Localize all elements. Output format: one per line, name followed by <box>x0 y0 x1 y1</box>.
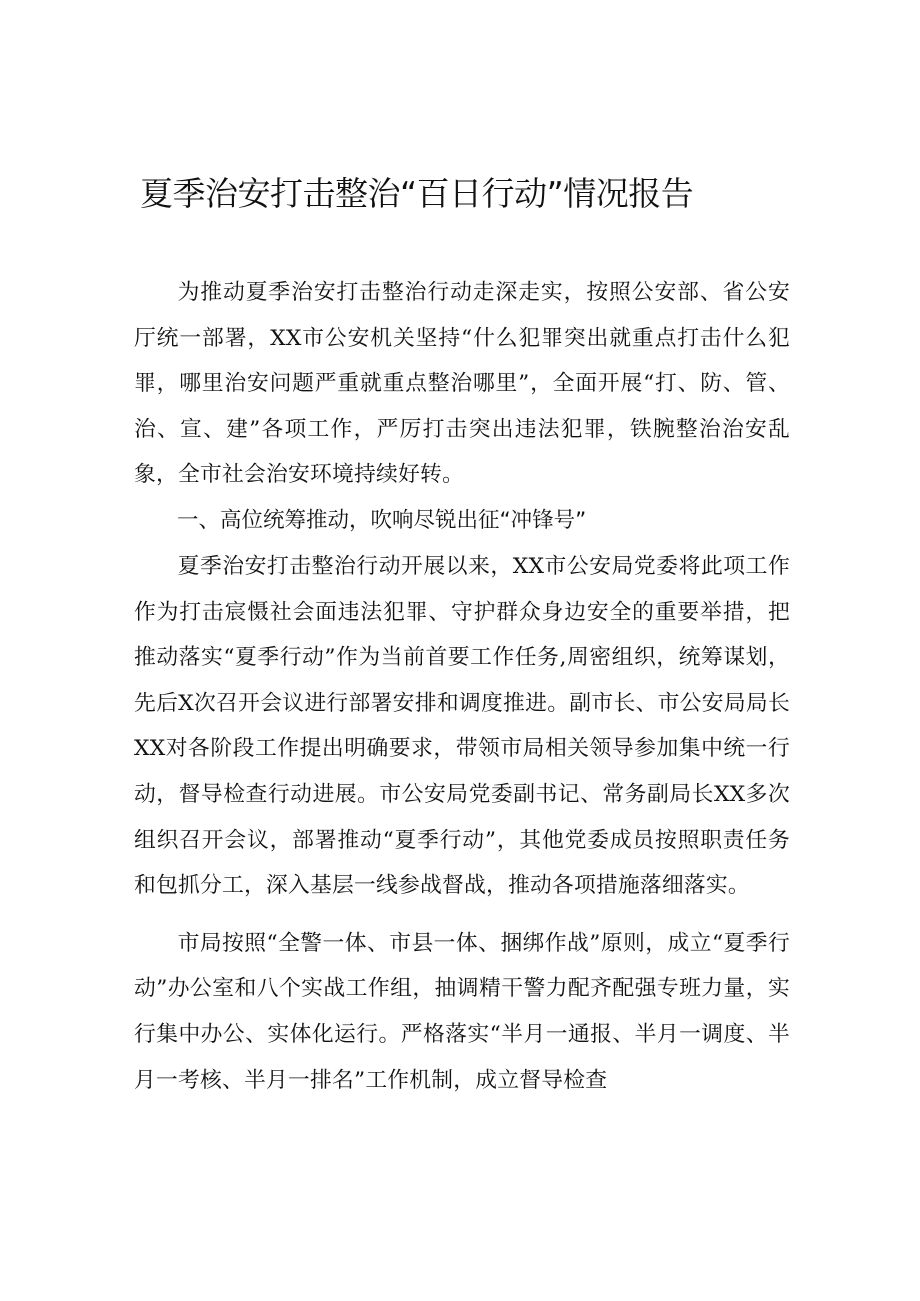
document-body <box>134 270 790 1103</box>
body-paragraph-1: 夏季治安打击整治行动开展以来，XX市公安局党委将此项工作作为打击宸慑社会面违法犯罪、守护群众身边安全的重要举措，把推动落实“夏季行动”作为当前首要工作任务,周密组织，统筹谋划，先后X次召开会议进行部署安排和调度推进。副市长、市公安局局长XX对各阶段工作提出明确要求，带领市局相关领导参加集中统一行动，督导检查行动进展。市公安局党委副书记、常务副局长XX多次组织召开会议，部署推动“夏季行动”，其他党委成员按照职责任务和包抓分工，深入基层一线参战督战，推动各项措施落细落实。 <box>134 553 790 899</box>
section-heading: 一、高位统筹推动，吹响尽锐出征“冲锋号” <box>177 507 587 533</box>
body-paragraph-2: 市局按照“全警一体、市县一体、捆绑作战”原则，成立“夏季行动”办公室和八个实战工作组，抽调精干警力配齐配强专班力量，实行集中办公、实体化运行。严格落实“半月一通报、半月一调度、半月一考核、半月一排名”工作机制，成立督导检查 <box>134 930 790 1093</box>
document-title: 夏季治安打击整治“百日行动”情况报告 <box>140 174 694 213</box>
intro-paragraph: 为推动夏季治安打击整治行动走深走实，按照公安部、省公安厅统一部署，XX市公安机关坚持“什么犯罪突出就重点打击什么犯罪，哪里治安问题严重就重点整治哪里”，全面开展“打、防、管、治、宣、建”各项工作，严厉打击突出违法犯罪，铁腕整治治安乱象，全市社会治安环境持续好转。 <box>134 280 790 488</box>
paragraph-spacer <box>134 909 790 921</box>
